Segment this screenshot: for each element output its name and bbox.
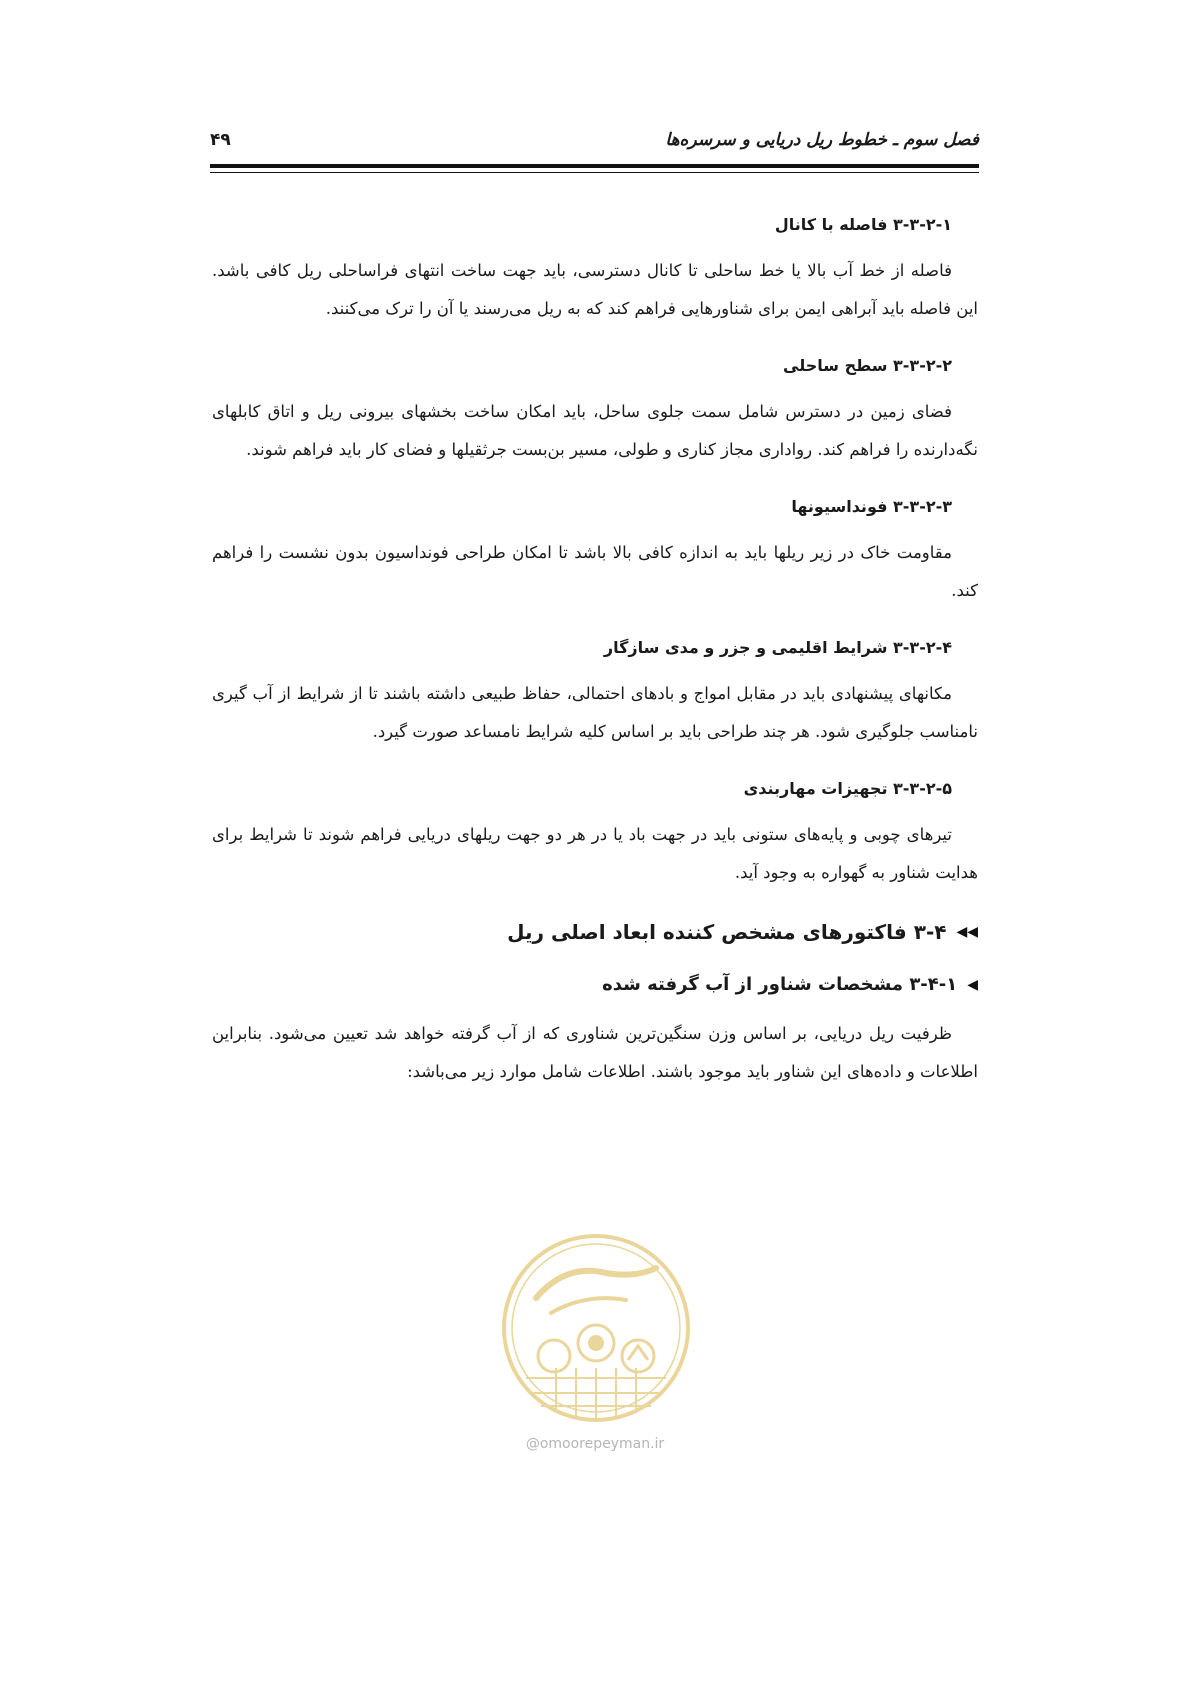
page-number: ۴۹ [210, 130, 231, 150]
double-arrow-icon: ◀◀ [956, 924, 978, 940]
subheading-climate-tidal: ۳-۳-۲-۴ شرایط اقلیمی و جزر و مدی سازگار [603, 638, 952, 657]
section-heading-text: ۳-۴ فاکتورهای مشخص کننده ابعاد اصلی ریل [507, 920, 947, 944]
paragraph-mooring-equipment: تیرهای چوبی و پایه‌های ستونی باید در جهت باد یا در هر دو جهت ریلهای دریایی فراهم شوند تا شرایط برای هدایت شناور به گهواره به وجود آید. [212, 825, 978, 882]
subheading-foundations: ۳-۳-۲-۳ فونداسیونها [791, 497, 952, 516]
subsection-heading-text: ۳-۴-۱ مشخصات شناور از آب گرفته شده [602, 974, 958, 995]
section-heading [212, 917, 978, 947]
watermark-url: @omoorepeyman.ir [525, 1436, 665, 1452]
subheading-channel-distance: ۳-۳-۲-۱ فاصله با کانال [774, 215, 952, 234]
paragraph-foundations: مقاومت خاک در زیر ریلها باید به اندازه کافی بالا باشد تا امکان طراحی فونداسیون بدون نشست را فراهم کند. [212, 543, 978, 600]
running-header [210, 128, 979, 164]
watermark-logo [496, 1228, 696, 1428]
header-rule-thick [210, 164, 979, 168]
arrow-icon: ◀ [967, 977, 978, 993]
header-rule-thin [210, 172, 979, 173]
paragraph-vessel-specs: ظرفیت ریل دریایی، بر اساس وزن سنگین‌ترین شناوری که از آب گرفته خواهد شد تعیین می‌شود. بنابراین اطلاعات و داده‌های این شناور باید موجود باشند. اطلاعات شامل موارد زیر می‌باشد: [212, 1024, 978, 1081]
subsection-heading [212, 971, 978, 999]
paragraph-channel-distance: فاصله از خط آب بالا یا خط ساحلی تا کانال دسترسی، باید جهت ساخت انتهای فراساحلی ریل کافی باشد. این فاصله باید آبراهی ایمن برای شناورهایی فراهم کند که به ریل می‌رسند یا آن را ترک می‌کنند. [212, 261, 978, 318]
running-title: فصل سوم ـ خطوط ریل دریایی و سرسره‌ها [665, 130, 979, 150]
subheading-coastal-surface: ۳-۳-۲-۲ سطح ساحلی [783, 356, 952, 375]
subheading-mooring-equipment: ۳-۳-۲-۵ تجهیزات مهاربندی [743, 779, 952, 798]
paragraph-climate-tidal: مکانهای پیشنهادی باید در مقابل امواج و بادهای احتمالی، حفاظ طبیعی داشته باشند تا از شرایط از آب گیری نامناسب جلوگیری شود. هر چند طراحی باید بر اساس کلیه شرایط نامساعد صورت گیرد. [212, 684, 978, 741]
paragraph-coastal-surface: فضای زمین در دسترس شامل سمت جلوی ساحل، باید امکان ساخت بخشهای بیرونی ریل و اتاق کابلهای نگه‌دارنده را فراهم کند. رواداری مجاز کناری و طولی، مسیر بن‌بست جرثقیلها و فضای کار باید فراهم شوند. [212, 402, 978, 459]
page-content [212, 212, 978, 1116]
